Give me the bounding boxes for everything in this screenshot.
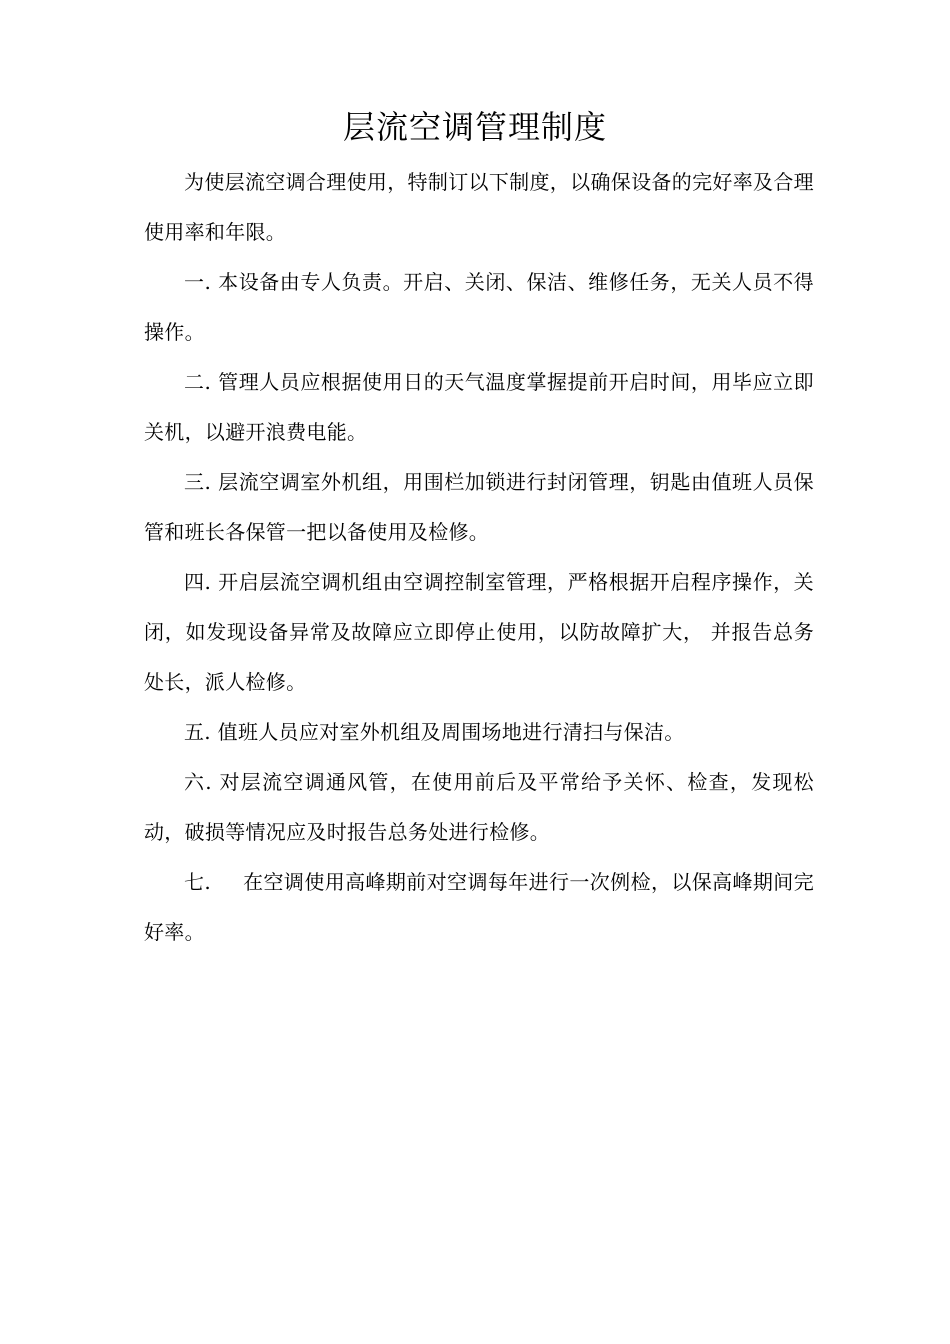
rule-item-4 bbox=[144, 557, 814, 707]
rule-item-6 bbox=[144, 757, 814, 857]
rule-number: 一. bbox=[184, 270, 212, 294]
rule-text: 对层流空调通风管，在使用前后及平常给予关怀、检查，发现松动，破损等情况应及时报告总务处进行检修。 bbox=[144, 770, 814, 844]
rule-text: 开启层流空调机组由空调控制室管理，严格根据开启程序操作，关闭，如发现设备异常及故障应立即停止使用，以防故障扩大， 并报告总务处长，派人检修。 bbox=[144, 570, 814, 694]
rule-item-3 bbox=[144, 457, 814, 557]
rule-number: 七. bbox=[184, 870, 212, 894]
rule-item-7 bbox=[144, 857, 814, 957]
rule-number: 六. bbox=[184, 770, 212, 794]
rule-item-1 bbox=[144, 257, 814, 357]
rule-text: 值班人员应对室外机组及周围场地进行清扫与保洁。 bbox=[217, 720, 685, 744]
rule-number: 三. bbox=[184, 470, 212, 494]
rule-text: 本设备由专人负责。开启、关闭、保洁、维修任务，无关人员不得操作。 bbox=[144, 270, 814, 344]
rule-text: 管理人员应根据使用日的天气温度掌握提前开启时间，用毕应立即关机，以避开浪费电能。 bbox=[144, 370, 814, 444]
document-body bbox=[144, 157, 814, 957]
rule-item-5 bbox=[144, 707, 814, 757]
rule-item-2 bbox=[144, 357, 814, 457]
rule-text: 在空调使用高峰期前对空调每年进行一次例检，以保高峰期间完好率。 bbox=[144, 870, 814, 944]
rule-number: 五. bbox=[184, 720, 211, 744]
rule-number: 二. bbox=[184, 370, 212, 394]
rule-number: 四. bbox=[184, 570, 212, 594]
rule-text: 层流空调室外机组，用围栏加锁进行封闭管理，钥匙由值班人员保管和班长各保管一把以备使用及检修。 bbox=[144, 470, 814, 544]
document-title: 层流空调管理制度 bbox=[342, 108, 607, 146]
intro-paragraph: 为使层流空调合理使用，特制订以下制度，以确保设备的完好率及合理使用率和年限。 bbox=[144, 170, 814, 244]
